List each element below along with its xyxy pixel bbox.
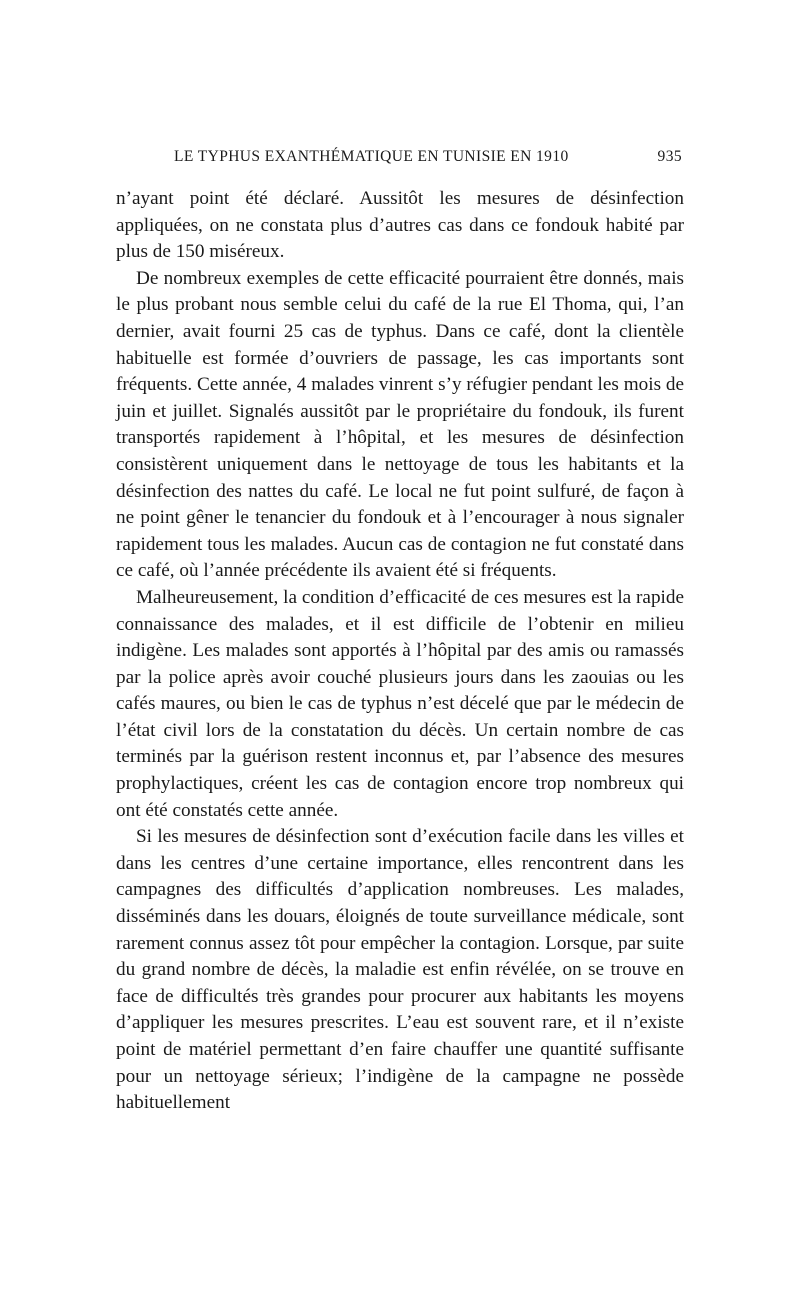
- paragraph-continued: n’ayant point été déclaré. Aussitôt les mesures de désinfection appliquées, on ne constata plus d’autres cas dans ce fondouk habité par plus de 150 miséreux.: [116, 188, 684, 263]
- running-head: [116, 148, 684, 178]
- page-number: 935: [657, 148, 682, 165]
- running-head-title: LE TYPHUS EXANTHÉMATIQUE EN TUNISIE EN 1910: [174, 148, 569, 165]
- body-text: [116, 186, 684, 1117]
- paragraph-countryside-difficulties: Si les mesures de désinfection sont d’exécution facile dans les villes et dans les centres d’une certaine importance, elles rencontrent dans les campagnes des difficultés d’application nombreuses. Les malades, disséminés dans les douars, éloignés de toute surveillance médicale, sont rarement connus assez tôt pour empêcher la contagion. Lorsque, par suite du grand nombre de décès, la maladie est enfin révélée, on se trouve en face de difficultés très grandes pour procurer aux habitants les moyens d’appliquer les mesures prescrites. L’eau est souvent rare, et il n’existe point de matériel permettant d’en faire chauffer une quantité suffisante pour un nettoyage sérieux; l’indigène de la campagne ne possède habituellement: [116, 826, 684, 1114]
- paragraph-rapid-knowledge: Malheureusement, la condition d’efficacité de ces mesures est la rapide connaissance des malades, et il est difficile de l’obtenir en milieu indigène. Les malades sont apportés à l’hôpital par des amis ou ramassés par la police après avoir couché plusieurs jours dans les zaouias ou les cafés maures, ou bien le cas de typhus n’est décelé que par le médecin de l’état civil lors de la constatation du décès. Un certain nombre de cas terminés par la guérison restent inconnus et, par l’absence des mesures prophylactiques, créent les cas de contagion encore trop nombreux qui ont été constatés cette année.: [116, 586, 684, 821]
- book-page: [116, 148, 684, 1117]
- paragraph-cafe-example: De nombreux exemples de cette efficacité pourraient être donnés, mais le plus probant nous semble celui du café de la rue El Thoma, qui, l’an dernier, avait fourni 25 cas de typhus. Dans ce café, dont la clientèle habituelle est formée d’ouvriers de passage, les cas importants sont fréquents. Cette année, 4 malades vinrent s’y réfugier pendant les mois de juin et juillet. Signalés aussitôt par le propriétaire du fondouk, ils furent transportés rapidement à l’hôpital, et les mesures de désinfection consistèrent uniquement dans le nettoyage de tous les habitants et la désinfection des nattes du café. Le local ne fut point sulfuré, de façon à ne point gêner le tenancier du fondouk et à l’encourager à nous signaler rapidement tous les malades. Aucun cas de contagion ne fut constaté dans ce café, où l’année précédente ils avaient été si fréquents.: [116, 267, 684, 582]
